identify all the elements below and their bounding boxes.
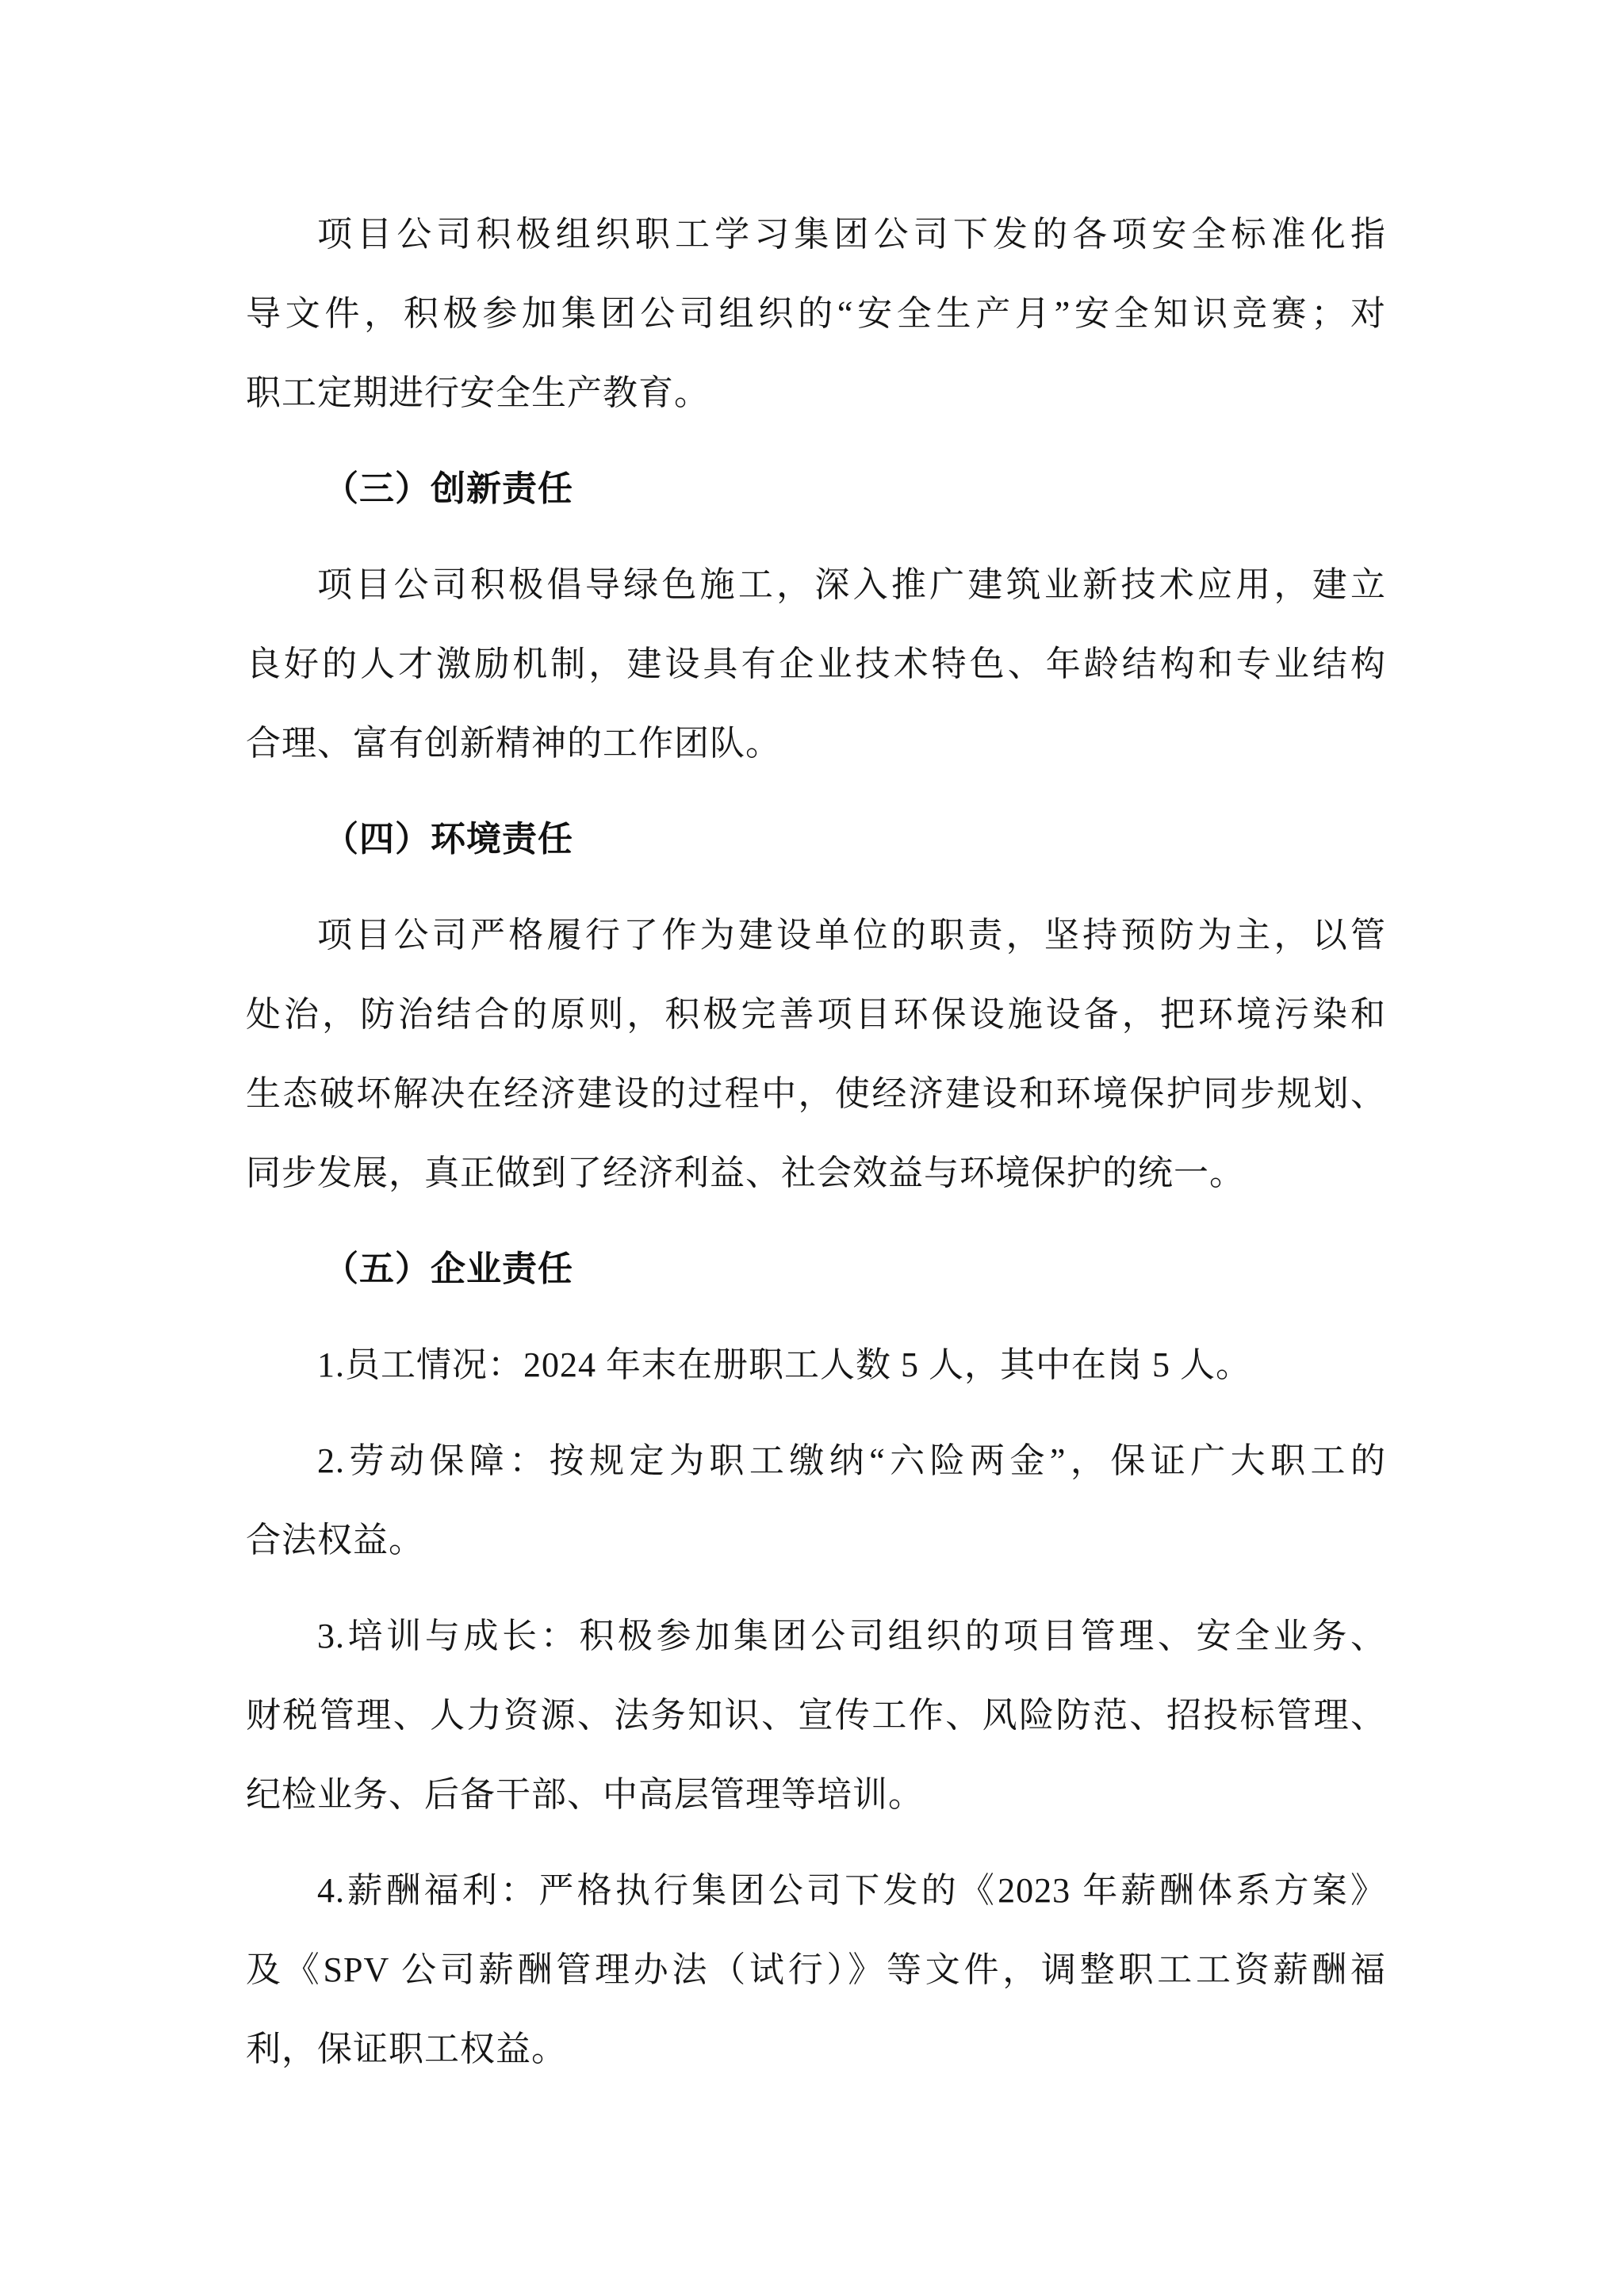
section-innovation bbox=[246, 450, 1386, 529]
section-heading-environment: （四）环境责任 bbox=[324, 820, 573, 859]
body-text-line: 项目公司积极组织职工学习集团公司下发的各项安全标准化指 bbox=[317, 215, 1386, 254]
paragraph-safety bbox=[246, 195, 1386, 433]
body-text-line: 同步发展，真正做到了经济利益、社会效益与环境保护的统一。 bbox=[246, 1154, 1245, 1192]
body-text-line: 职工定期进行安全生产教育。 bbox=[246, 373, 710, 412]
list-item-labor bbox=[246, 1422, 1386, 1580]
body-text-line: 生态破坏解决在经济建设的过程中，使经济建设和环境保护同步规划、 bbox=[246, 1074, 1386, 1113]
list-item-salary bbox=[246, 1851, 1386, 2089]
body-text-line: 财税管理、人力资源、法务知识、宣传工作、风险防范、招投标管理、 bbox=[246, 1696, 1386, 1735]
body-text-line: 4.薪酬福利：严格执行集团公司下发的《2023 年薪酬体系方案》 bbox=[317, 1871, 1386, 1910]
section-enterprise bbox=[246, 1230, 1386, 1309]
paragraph-innovation bbox=[246, 545, 1386, 783]
section-environment bbox=[246, 800, 1386, 879]
list-item-staff bbox=[246, 1326, 1386, 1405]
body-text-line: 2.劳动保障：按规定为职工缴纳“六险两金”，保证广大职工的 bbox=[317, 1441, 1386, 1480]
list-item-training bbox=[246, 1597, 1386, 1835]
body-text-line: 处治，防治结合的原则，积极完善项目环保设施设备，把环境污染和 bbox=[246, 995, 1386, 1034]
body-text-line: 良好的人才激励机制，建设具有企业技术特色、年龄结构和专业结构 bbox=[246, 645, 1386, 683]
body-text-line: 及《SPV 公司薪酬管理办法（试行）》等文件，调整职工工资薪酬福 bbox=[246, 1950, 1386, 1989]
body-text-line: 项目公司积极倡导绿色施工，深入推广建筑业新技术应用，建立 bbox=[317, 565, 1386, 604]
body-text-line: 1.员工情况：2024 年末在册职工人数 5 人，其中在岗 5 人。 bbox=[317, 1345, 1251, 1384]
body-text-line: 利，保证职工权益。 bbox=[246, 2030, 567, 2068]
body-text-line: 3.培训与成长：积极参加集团公司组织的项目管理、安全业务、 bbox=[317, 1617, 1386, 1655]
body-text-line: 项目公司严格履行了作为建设单位的职责，坚持预防为主，以管 bbox=[317, 916, 1386, 955]
paragraph-environment bbox=[246, 896, 1386, 1213]
section-heading-enterprise: （五）企业责任 bbox=[324, 1249, 573, 1288]
body-text-line: 合理、富有创新精神的工作团队。 bbox=[246, 724, 781, 763]
body-text-line: 合法权益。 bbox=[246, 1521, 424, 1559]
body-text-line: 导文件，积极参加集团公司组织的“安全生产月”安全知识竞赛；对 bbox=[246, 294, 1386, 333]
section-heading-innovation: （三）创新责任 bbox=[324, 469, 573, 508]
body-text-line: 纪检业务、后备干部、中高层管理等培训。 bbox=[246, 1775, 924, 1814]
